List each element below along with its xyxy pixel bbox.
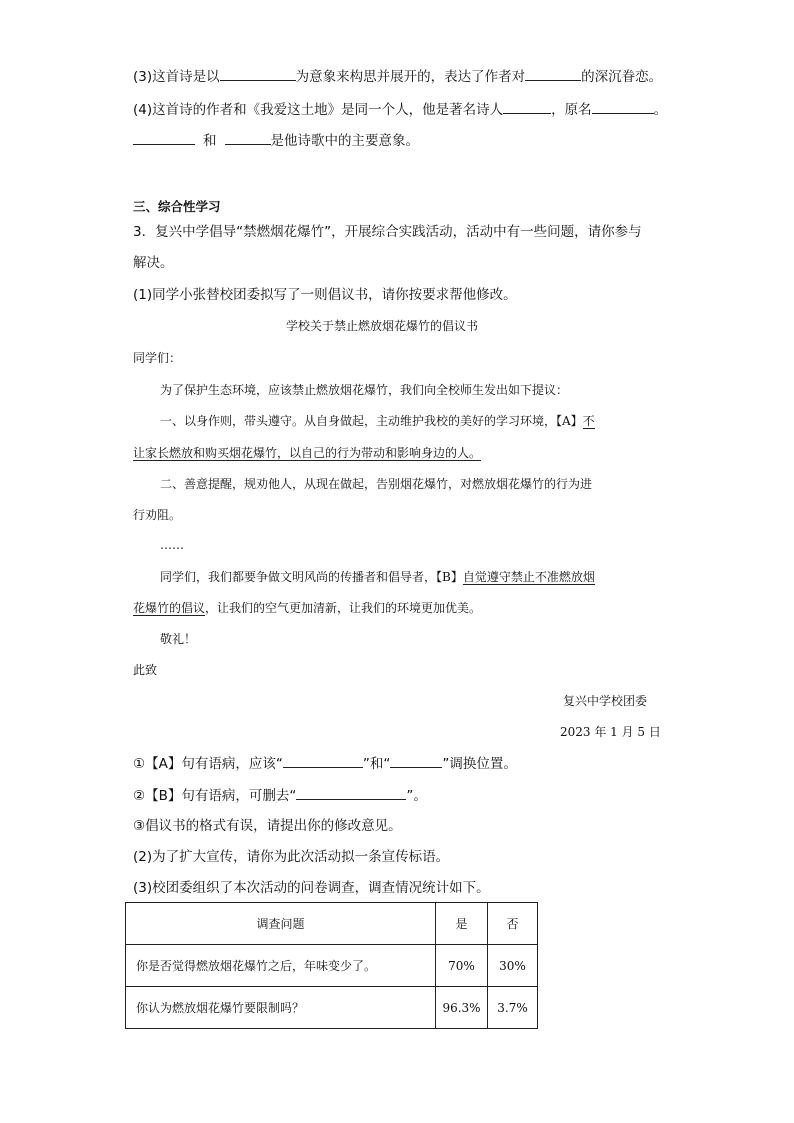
table-row <box>126 945 538 987</box>
letter-paragraph-3-cont: 行劝阻。 <box>133 508 182 522</box>
table-header: 调查问题 <box>126 903 436 945</box>
item-2 <box>133 785 427 806</box>
answer-blank[interactable] <box>592 99 654 114</box>
letter-title: 学校关于禁止燃放烟花爆竹的倡议书 <box>286 319 479 333</box>
letter-cizhi: 此致 <box>133 663 158 677</box>
question-item-4 <box>133 99 667 120</box>
letter-ellipsis: …… <box>160 538 184 552</box>
text: 。 <box>653 102 668 118</box>
table-cell: 你是否觉得燃放烟花爆竹之后，年味变少了。 <box>126 945 436 987</box>
question-item-3 <box>133 66 662 87</box>
answer-blank[interactable] <box>220 66 296 81</box>
sub-question-3: (3)校团委组织了本次活动的问卷调查，调查情况统计如下。 <box>133 880 490 896</box>
answer-blank[interactable] <box>525 66 581 81</box>
table-cell: 96.3% <box>436 987 488 1029</box>
table-header-row <box>126 903 538 945</box>
letter-paragraph-2-cont <box>133 443 481 463</box>
table-header: 否 <box>488 903 538 945</box>
question-3-line2: 解决。 <box>133 255 174 271</box>
text: ①【A】句有语病，应该“ <box>133 756 283 772</box>
answer-blank[interactable] <box>503 99 551 114</box>
answer-blank[interactable] <box>296 785 406 800</box>
letter-paragraph-2 <box>160 411 595 431</box>
underlined-text: 自觉遵守禁止不准燃放烟 <box>462 570 595 584</box>
table-row <box>126 987 538 1029</box>
question-item-4-line2 <box>133 130 419 151</box>
item-3: ③倡议书的格式有误，请提出你的修改意见。 <box>133 818 402 834</box>
text: ”。 <box>406 788 427 804</box>
text: 是他诗歌中的主要意象。 <box>270 133 419 149</box>
answer-blank[interactable] <box>283 753 363 768</box>
letter-date: 2023 年 1 月 5 日 <box>560 725 661 739</box>
table-cell: 3.7% <box>488 987 538 1029</box>
letter-paragraph-4 <box>160 567 595 587</box>
text: 一、以身作则，带头遵守。从自身做起，主动维护我校的美好的学习环境，【A】 <box>160 414 583 428</box>
text: ”和“ <box>362 756 391 772</box>
underlined-text: 花爆竹的倡议 <box>133 601 206 615</box>
answer-blank[interactable] <box>390 753 442 768</box>
text: 为意象来构思并展开的，表达了作者对 <box>295 69 526 85</box>
text: (4)这首诗的作者和《我爱这土地》是同一个人，他是著名诗人 <box>133 102 504 118</box>
survey-table <box>125 902 538 1029</box>
letter-paragraph-3: 二、善意提醒，规劝他人，从现在做起，告别烟花爆竹，对燃放烟花爆竹的行为进 <box>160 477 593 491</box>
sub-question-1: (1)同学小张替校团委拟写了一则倡议书，请你按要求帮他修改。 <box>133 287 517 303</box>
sub-question-2: (2)为了扩大宣传，请你为此次活动拟一条宣传标语。 <box>133 849 450 865</box>
letter-salute: 敬礼！ <box>160 632 197 646</box>
section-title: 三、综合性学习 <box>133 199 221 214</box>
letter-paragraph-4-cont <box>133 598 481 618</box>
answer-blank[interactable] <box>133 130 195 145</box>
text: ”调换位置。 <box>442 756 517 772</box>
answer-blank[interactable] <box>225 130 271 145</box>
item-1 <box>133 753 517 774</box>
text: 的深沉眷恋。 <box>581 69 663 85</box>
table-cell: 30% <box>488 945 538 987</box>
letter-signer: 复兴中学校团委 <box>563 694 648 708</box>
text: ，原名 <box>551 102 592 118</box>
text: ②【B】句有语病，可删去“ <box>133 788 297 804</box>
underlined-text: 不 <box>582 414 595 428</box>
text: 和 <box>203 133 217 149</box>
table-header: 是 <box>436 903 488 945</box>
table-cell: 70% <box>436 945 488 987</box>
text: 同学们，我们都要争做文明风尚的传播者和倡导者，【B】 <box>160 570 463 584</box>
text: ，让我们的空气更加清新，让我们的环境更加优美。 <box>205 601 482 615</box>
letter-paragraph-1: 为了保护生态环境，应该禁止燃放烟花爆竹，我们向全校师生发出如下提议： <box>160 383 569 397</box>
question-3-line1: 3．复兴中学倡导“禁燃烟花爆竹”，开展综合实践活动，活动中有一些问题，请你参与 <box>133 224 642 240</box>
underlined-text: 让家长燃放和购买烟花爆竹，以自己的行为带动和影响身边的人。 <box>133 446 482 460</box>
table-cell: 你认为燃放烟花爆竹要限制吗？ <box>126 987 436 1029</box>
letter-greeting: 同学们： <box>133 351 182 365</box>
text: (3)这首诗是以 <box>133 69 220 85</box>
